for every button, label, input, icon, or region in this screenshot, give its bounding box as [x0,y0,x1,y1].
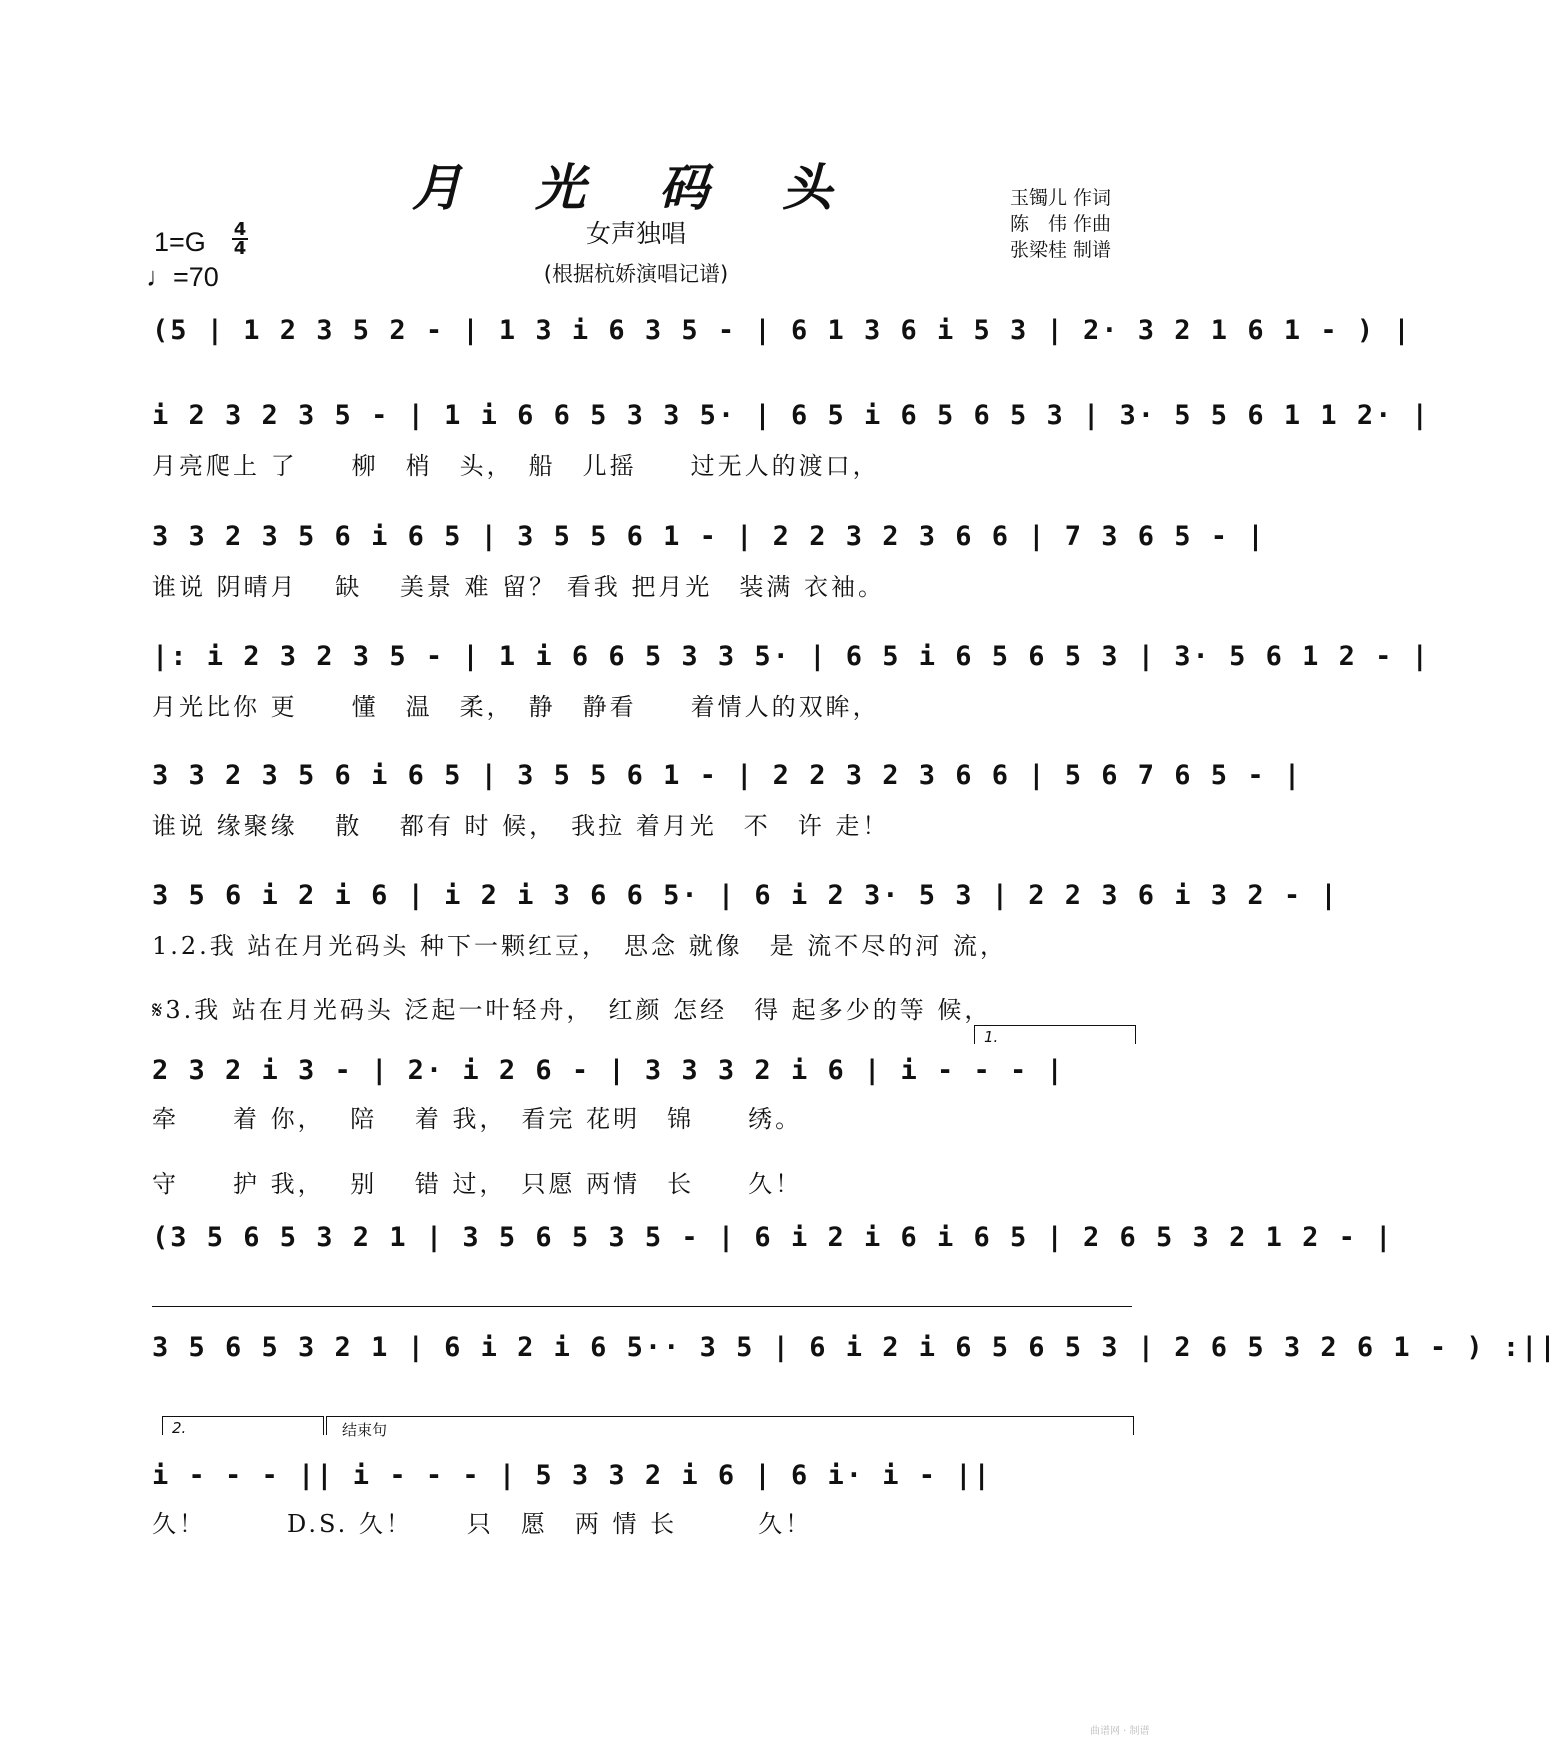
lyric-line-verse2a: 月光比你 更 懂 温 柔， 静 静看 着情人的双眸， [152,693,880,721]
time-signature [232,219,248,259]
watermark: 曲谱网 · 制谱 [1090,1726,1150,1737]
music-line-verse2b: 3 3 2 3 5 6 i 6 5 | 3 5 5 6 1 - | 2 2 3 2 3 6 6 | 5 6 7 6 5 - | [152,760,1303,791]
lyric-line-chorus-a1: 1.2.我 站在月光码头 种下一颗红豆， 思念 就像 是 流不尽的河 流， [152,932,1007,960]
music-line-ending: i - - - || i - - - | 5 3 3 2 i 6 | 6 i· i - || [152,1460,992,1491]
interlude-staff-rule [152,1306,1132,1307]
music-line-verse2a: |: i 2 3 2 3 5 - | 1 i 6 6 5 3 3 5· | 6 5 i 6 5 6 5 3 | 3· 5 6 1 2 - | [152,641,1430,672]
volta-1-label: 1. [984,1028,999,1046]
transcription-note: (根据杭娇演唱记谱) [543,262,729,286]
music-line-verse1a: i 2 3 2 3 5 - | 1 i 6 6 5 3 3 5· | 6 5 i 6 5 6 5 3 | 3· 5 5 6 1 1 2· | [152,400,1430,431]
music-line-verse1b: 3 3 2 3 5 6 i 6 5 | 3 5 5 6 1 - | 2 2 3 2 3 6 6 | 7 3 6 5 - | [152,521,1266,552]
lyric-line-verse2b: 谁说 缘聚缘 散 都有 时 候， 我拉 着月光 不 许 走！ [152,812,890,840]
credit-composer: 陈 伟 作曲 [1010,213,1112,235]
coda-bracket [326,1416,1134,1435]
song-subtitle: 女声独唱 [585,219,686,248]
lyric-line-chorus-b1: 牵 着 你， 陪 着 我， 看完 花明 锦 绣。 [152,1105,803,1133]
lyric-line-verse1b: 谁说 阴晴月 缺 美景 难 留？ 看我 把月光 装满 衣袖。 [152,573,886,601]
lyric-line-chorus-a3: 𝄋3.我 站在月光码头 泛起一叶轻舟， 红颜 怎经 得 起多少的等 候， [152,996,992,1024]
music-line-chorus-a: 3 5 6 i 2 i 6 | i 2 i 3 6 6 5· | 6 i 2 3· 5 3 | 2 2 3 6 i 3 2 - | [152,880,1339,911]
credit-engraver: 张梁桂 制谱 [1010,239,1112,261]
key-signature: 1=G [154,227,206,257]
time-signature-top: 4 [233,219,247,240]
lyric-line-verse1a: 月亮爬上 了 柳 梢 头， 船 儿摇 过无人的渡口， [152,452,880,480]
music-line-interlude-b: 3 5 6 5 3 2 1 | 6 i 2 i 6 5·· 3 5 | 6 i 2 i 6 5 6 5 3 | 2 6 5 3 2 6 1 - ) :|| [152,1332,1558,1363]
music-line-chorus-b: 2 3 2 i 3 - | 2· i 2 6 - | 3 3 3 2 i 6 | i - - - | [152,1055,1065,1086]
lyric-line-chorus-b3: 守 护 我， 别 错 过， 只愿 两情 长 久！ [152,1170,803,1198]
credit-lyricist: 玉镯儿 作词 [1010,187,1112,209]
coda-label: 结束句 [342,1421,388,1439]
lyric-line-ending: 久！ D.S. 久！ 只 愿 两 情 长 久！ [152,1510,813,1538]
music-line-interlude-a: (3 5 6 5 3 2 1 | 3 5 6 5 3 5 - | 6 i 2 i 6 i 6 5 | 2 6 5 3 2 1 2 - | [152,1222,1394,1253]
tempo-marking: ♩=70 [146,262,219,292]
song-title: 月 光 码 头 [411,158,861,217]
time-signature-bottom: 4 [233,238,247,259]
volta-2-label: 2. [172,1419,187,1437]
music-line-intro: (5 | 1 2 3 5 2 - | 1 3 i 6 3 5 - | 6 1 3 6 i 5 3 | 2· 3 2 1 6 1 - ) | [152,315,1412,346]
